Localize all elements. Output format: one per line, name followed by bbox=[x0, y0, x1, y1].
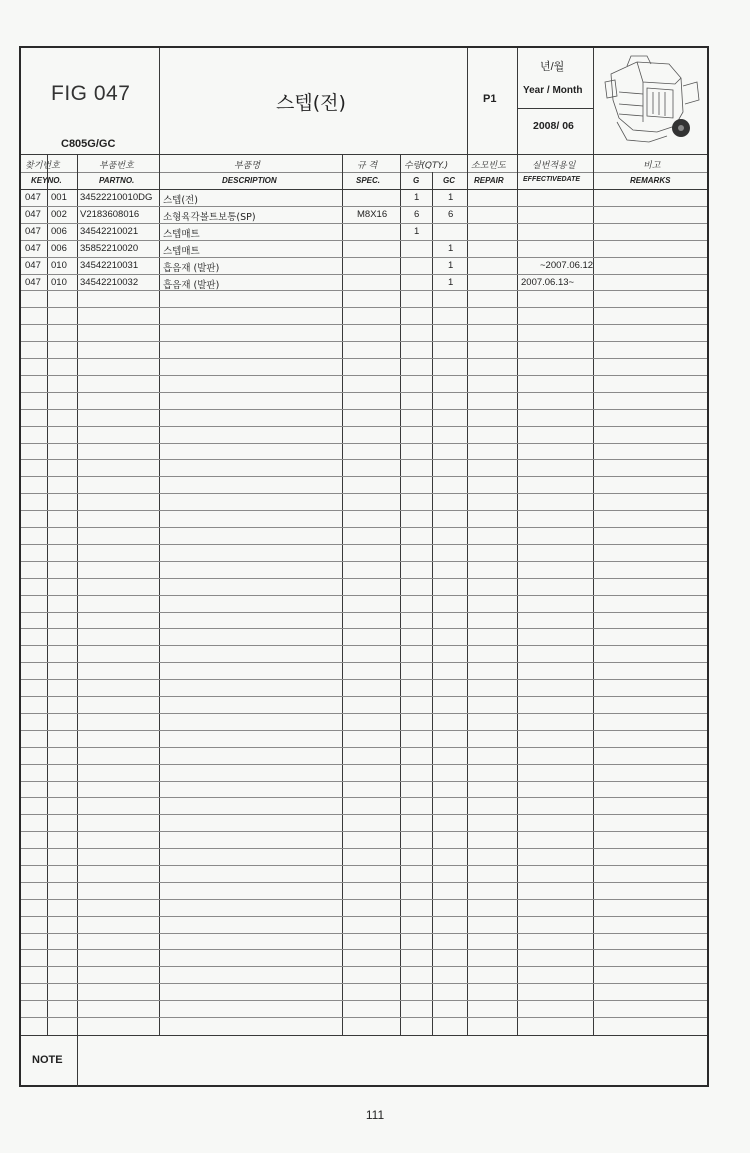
row-rule bbox=[21, 409, 707, 410]
row-description: 소형육각볼트보통(SP) bbox=[163, 212, 256, 223]
title-block-divider bbox=[517, 48, 518, 154]
col-header-partno-kr: 부품번호 bbox=[99, 161, 134, 171]
row-rule bbox=[21, 899, 707, 900]
row-description: 스텝매트 bbox=[163, 246, 200, 257]
row-rule bbox=[21, 814, 707, 815]
row-keyno: 006 bbox=[51, 226, 67, 237]
row-partno: 34542210031 bbox=[80, 260, 139, 271]
row-rule bbox=[21, 493, 707, 494]
issue-date: 2008/ 06 bbox=[533, 120, 574, 132]
page-title: 스텝(전) bbox=[276, 92, 346, 114]
row-rule bbox=[21, 595, 707, 596]
row-partno: 35852210020 bbox=[80, 243, 139, 254]
row-rule bbox=[21, 459, 707, 460]
col-divider bbox=[432, 172, 433, 1035]
year-month-label-en: Year / Month bbox=[523, 85, 583, 96]
col-header-remarks-kr: 비고 bbox=[643, 161, 661, 171]
row-description: 스텝(전) bbox=[163, 195, 198, 206]
col-header-keyno-kr: 찾기번호 bbox=[25, 161, 60, 171]
row-rule bbox=[21, 527, 707, 528]
row-rule bbox=[21, 358, 707, 359]
row-rule bbox=[21, 949, 707, 950]
row-rule bbox=[21, 848, 707, 849]
figure-number: FIG 047 bbox=[51, 82, 131, 105]
row-effective-date: ~2007.06.12 bbox=[540, 260, 594, 271]
row-rule bbox=[21, 375, 707, 376]
column-header-mid-rule bbox=[21, 172, 707, 173]
col-header-effective: EFFECTIVEDATE bbox=[523, 176, 581, 183]
row-fig: 047 bbox=[25, 209, 41, 220]
row-rule bbox=[21, 544, 707, 545]
row-fig: 047 bbox=[25, 260, 41, 271]
col-header-effective-kr: 실번적용일 bbox=[532, 161, 576, 171]
row-keyno: 010 bbox=[51, 277, 67, 288]
col-header-qty-g: G bbox=[413, 176, 420, 185]
year-month-label-kr: 년/월 bbox=[540, 61, 565, 73]
note-divider bbox=[77, 1035, 78, 1087]
row-keyno: 006 bbox=[51, 243, 67, 254]
col-header-spec-kr: 규 격 bbox=[357, 161, 378, 171]
row-keyno: 010 bbox=[51, 260, 67, 271]
row-rule bbox=[21, 392, 707, 393]
row-rule bbox=[21, 307, 707, 308]
row-rule bbox=[21, 578, 707, 579]
row-rule bbox=[21, 1017, 707, 1018]
row-fig: 047 bbox=[25, 277, 41, 288]
row-rule bbox=[21, 324, 707, 325]
row-partno: 34542210032 bbox=[80, 277, 139, 288]
row-fig: 047 bbox=[25, 226, 41, 237]
row-rule bbox=[21, 865, 707, 866]
row-qty-gc: 1 bbox=[448, 243, 454, 254]
combine-harvester-icon bbox=[597, 52, 705, 150]
row-keyno: 001 bbox=[51, 192, 67, 203]
row-qty-g: 1 bbox=[414, 192, 420, 203]
row-spec: M8X16 bbox=[357, 209, 388, 220]
row-rule bbox=[21, 476, 707, 477]
row-rule bbox=[21, 966, 707, 967]
row-description: 흡음재 (발판) bbox=[163, 280, 220, 291]
model-code: C805G/GC bbox=[61, 138, 116, 150]
row-rule bbox=[21, 510, 707, 511]
row-rule bbox=[21, 561, 707, 562]
note-top-rule bbox=[21, 1035, 707, 1036]
row-qty-gc: 1 bbox=[448, 260, 454, 271]
row-partno: 34542210021 bbox=[80, 226, 139, 237]
row-rule bbox=[21, 257, 707, 258]
row-description: 흡음재 (발판) bbox=[163, 263, 220, 274]
col-header-repair-kr: 소모빈도 bbox=[471, 161, 506, 171]
row-rule bbox=[21, 628, 707, 629]
row-partno: 34522210010DG bbox=[80, 192, 153, 203]
row-rule bbox=[21, 764, 707, 765]
col-header-partno: PARTNO. bbox=[99, 176, 135, 185]
title-block-divider bbox=[159, 48, 160, 154]
row-rule bbox=[21, 240, 707, 241]
row-rule bbox=[21, 696, 707, 697]
col-header-spec: SPEC. bbox=[356, 176, 381, 185]
row-rule bbox=[21, 747, 707, 748]
row-effective-date: 2007.06.13~ bbox=[521, 277, 575, 288]
row-rule bbox=[21, 612, 707, 613]
row-qty-g: 1 bbox=[414, 226, 420, 237]
col-header-description-kr: 부품명 bbox=[234, 161, 261, 171]
row-fig: 047 bbox=[25, 192, 41, 203]
row-rule bbox=[21, 730, 707, 731]
page-code: P1 bbox=[483, 93, 497, 105]
row-rule bbox=[21, 983, 707, 984]
row-qty-gc: 1 bbox=[448, 277, 454, 288]
row-qty-g: 6 bbox=[414, 209, 420, 220]
row-rule bbox=[21, 443, 707, 444]
column-header-bottom-rule bbox=[21, 189, 707, 190]
row-rule bbox=[21, 1000, 707, 1001]
header-bottom-rule bbox=[21, 154, 707, 155]
row-rule bbox=[21, 882, 707, 883]
row-rule bbox=[21, 662, 707, 663]
col-header-remarks: REMARKS bbox=[630, 176, 671, 185]
col-header-repair: REPAIR bbox=[474, 176, 504, 185]
title-block-divider bbox=[467, 48, 468, 154]
row-qty-gc: 1 bbox=[448, 192, 454, 203]
row-rule bbox=[21, 426, 707, 427]
row-rule bbox=[21, 831, 707, 832]
col-header-qty: 수량(QTY.) bbox=[404, 161, 449, 171]
page-number: 111 bbox=[365, 1108, 385, 1122]
row-rule bbox=[21, 797, 707, 798]
row-fig: 047 bbox=[25, 243, 41, 254]
row-keyno: 002 bbox=[51, 209, 67, 220]
row-rule bbox=[21, 290, 707, 291]
col-header-qty-gc: GC bbox=[443, 176, 455, 185]
row-rule bbox=[21, 933, 707, 934]
col-header-description: DESCRIPTION bbox=[222, 176, 277, 185]
row-qty-gc: 6 bbox=[448, 209, 454, 220]
title-block-divider bbox=[593, 48, 594, 154]
note-label: NOTE bbox=[32, 1054, 63, 1066]
row-rule bbox=[21, 679, 707, 680]
row-rule bbox=[21, 274, 707, 275]
row-rule bbox=[21, 341, 707, 342]
parts-sheet bbox=[19, 46, 709, 1087]
col-header-keyno: KEYNO. bbox=[31, 176, 62, 185]
row-description: 스텝매트 bbox=[163, 229, 200, 240]
row-rule bbox=[21, 223, 707, 224]
row-rule bbox=[21, 645, 707, 646]
row-rule bbox=[21, 713, 707, 714]
row-rule bbox=[21, 206, 707, 207]
row-partno: V2183608016 bbox=[80, 209, 140, 220]
row-rule bbox=[21, 781, 707, 782]
row-rule bbox=[21, 916, 707, 917]
date-divider bbox=[517, 108, 593, 109]
